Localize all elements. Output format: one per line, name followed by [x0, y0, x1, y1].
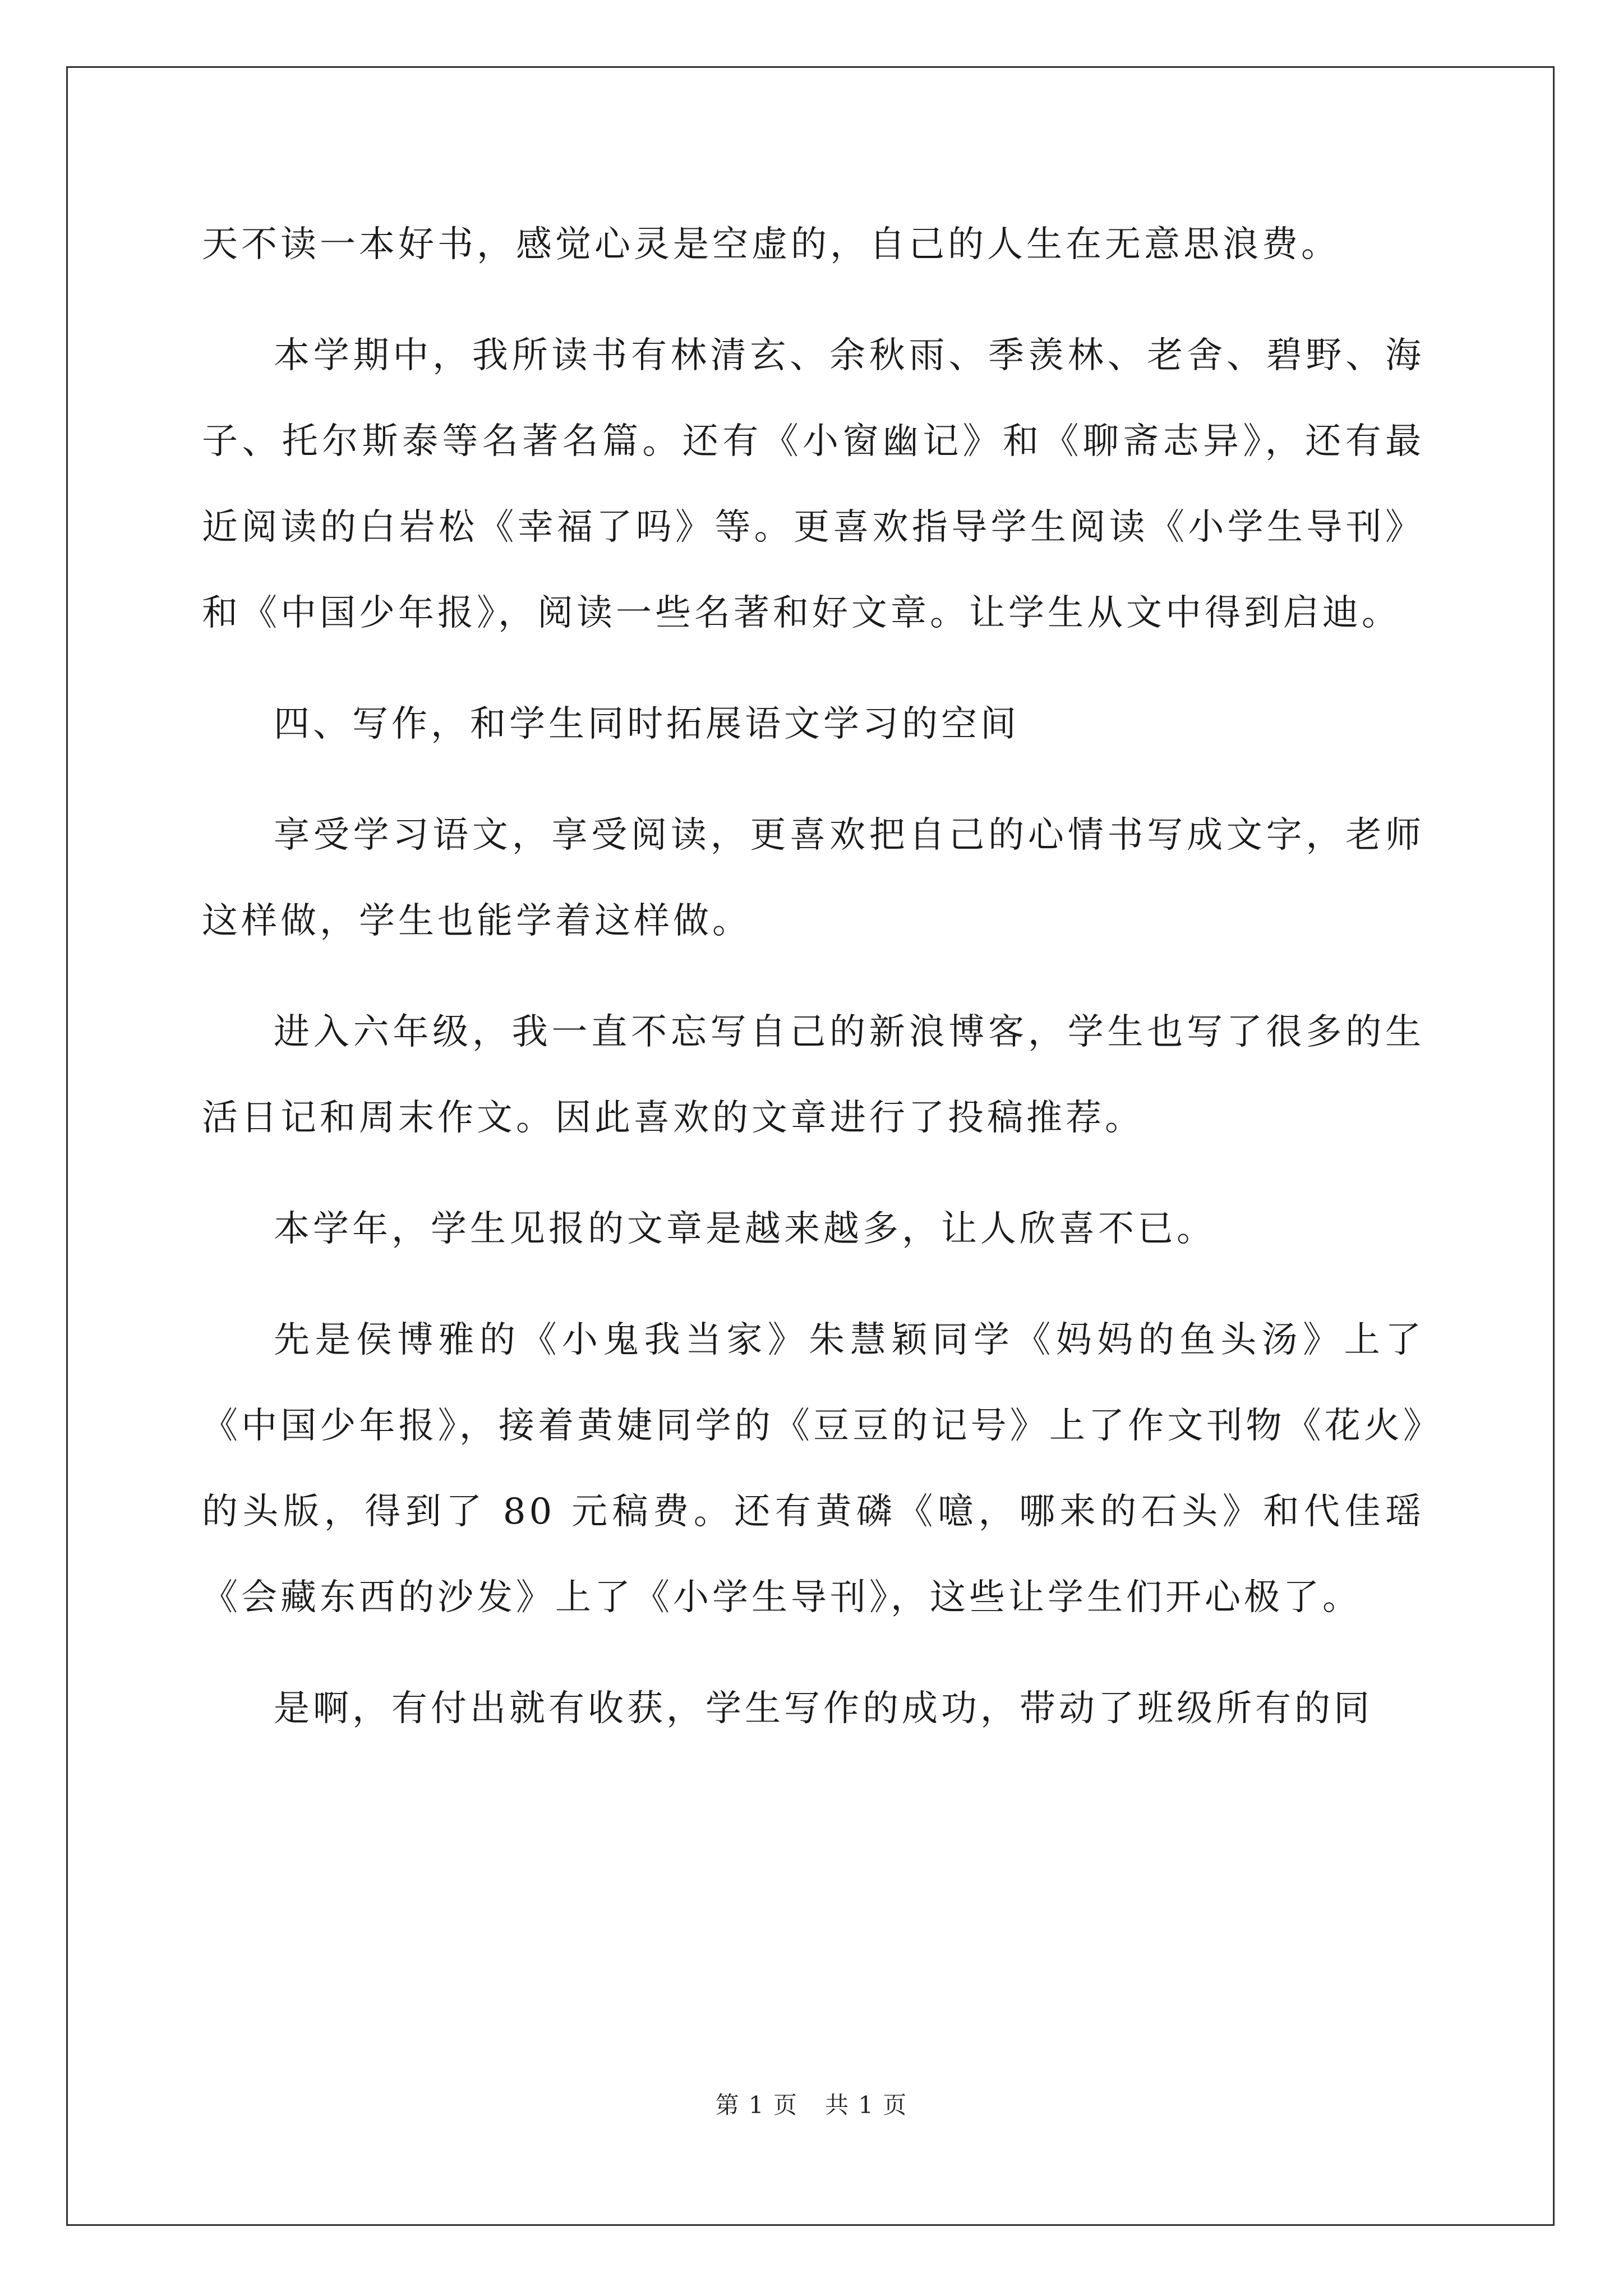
page-footer [0, 2087, 1623, 2120]
page-number: 第 1 页 [715, 2091, 798, 2119]
paragraph: 是啊，有付出就有收获，学生写作的成功，带动了班级所有的同 [274, 1688, 1373, 1729]
paragraph: 本学年，学生见报的文章是越来越多，让人欣喜不已。 [274, 1208, 1216, 1250]
section-heading: 四、写作，和学生同时拓展语文学习的空间 [274, 703, 1020, 745]
page-total: 共 1 页 [825, 2091, 908, 2119]
document-body [202, 202, 1424, 1777]
paragraph: 本学期中，我所读书有林清玄、余秋雨、季羡林、老舍、碧野、海子、托尔斯泰等名著名篇。还有《小窗幽记》和《聊斋志异》，还有最近阅读的白岩松《幸福了吗》等。更喜欢指导学生阅读《小学生导刊》和《中国少年报》，阅读一些名著和好文章。让学生从文中得到启迪。 [202, 335, 1424, 634]
paragraph: 天不读一本好书，感觉心灵是空虚的，自己的人生在无意思浪费。 [202, 224, 1340, 265]
paragraph: 先是侯博雅的《小鬼我当家》朱慧颖同学《妈妈的鱼头汤》上了《中国少年报》，接着黄婕同学的《豆豆的记号》上了作文刊物《花火》的头版，得到了 80 元稿费。还有黄磷《噫，哪来的石头》和代佳瑶《会藏东西的沙发》上了《小学生导刊》，这些让学生们开心极了。 [202, 1319, 1424, 1618]
paragraph: 进入六年级，我一直不忘写自己的新浪博客，学生也写了很多的生活日记和周末作文。因此喜欢的文章进行了投稿推荐。 [202, 1011, 1424, 1139]
paragraph: 享受学习语文，享受阅读，更喜欢把自己的心情书写成文字，老师这样做，学生也能学着这样做。 [202, 815, 1424, 942]
